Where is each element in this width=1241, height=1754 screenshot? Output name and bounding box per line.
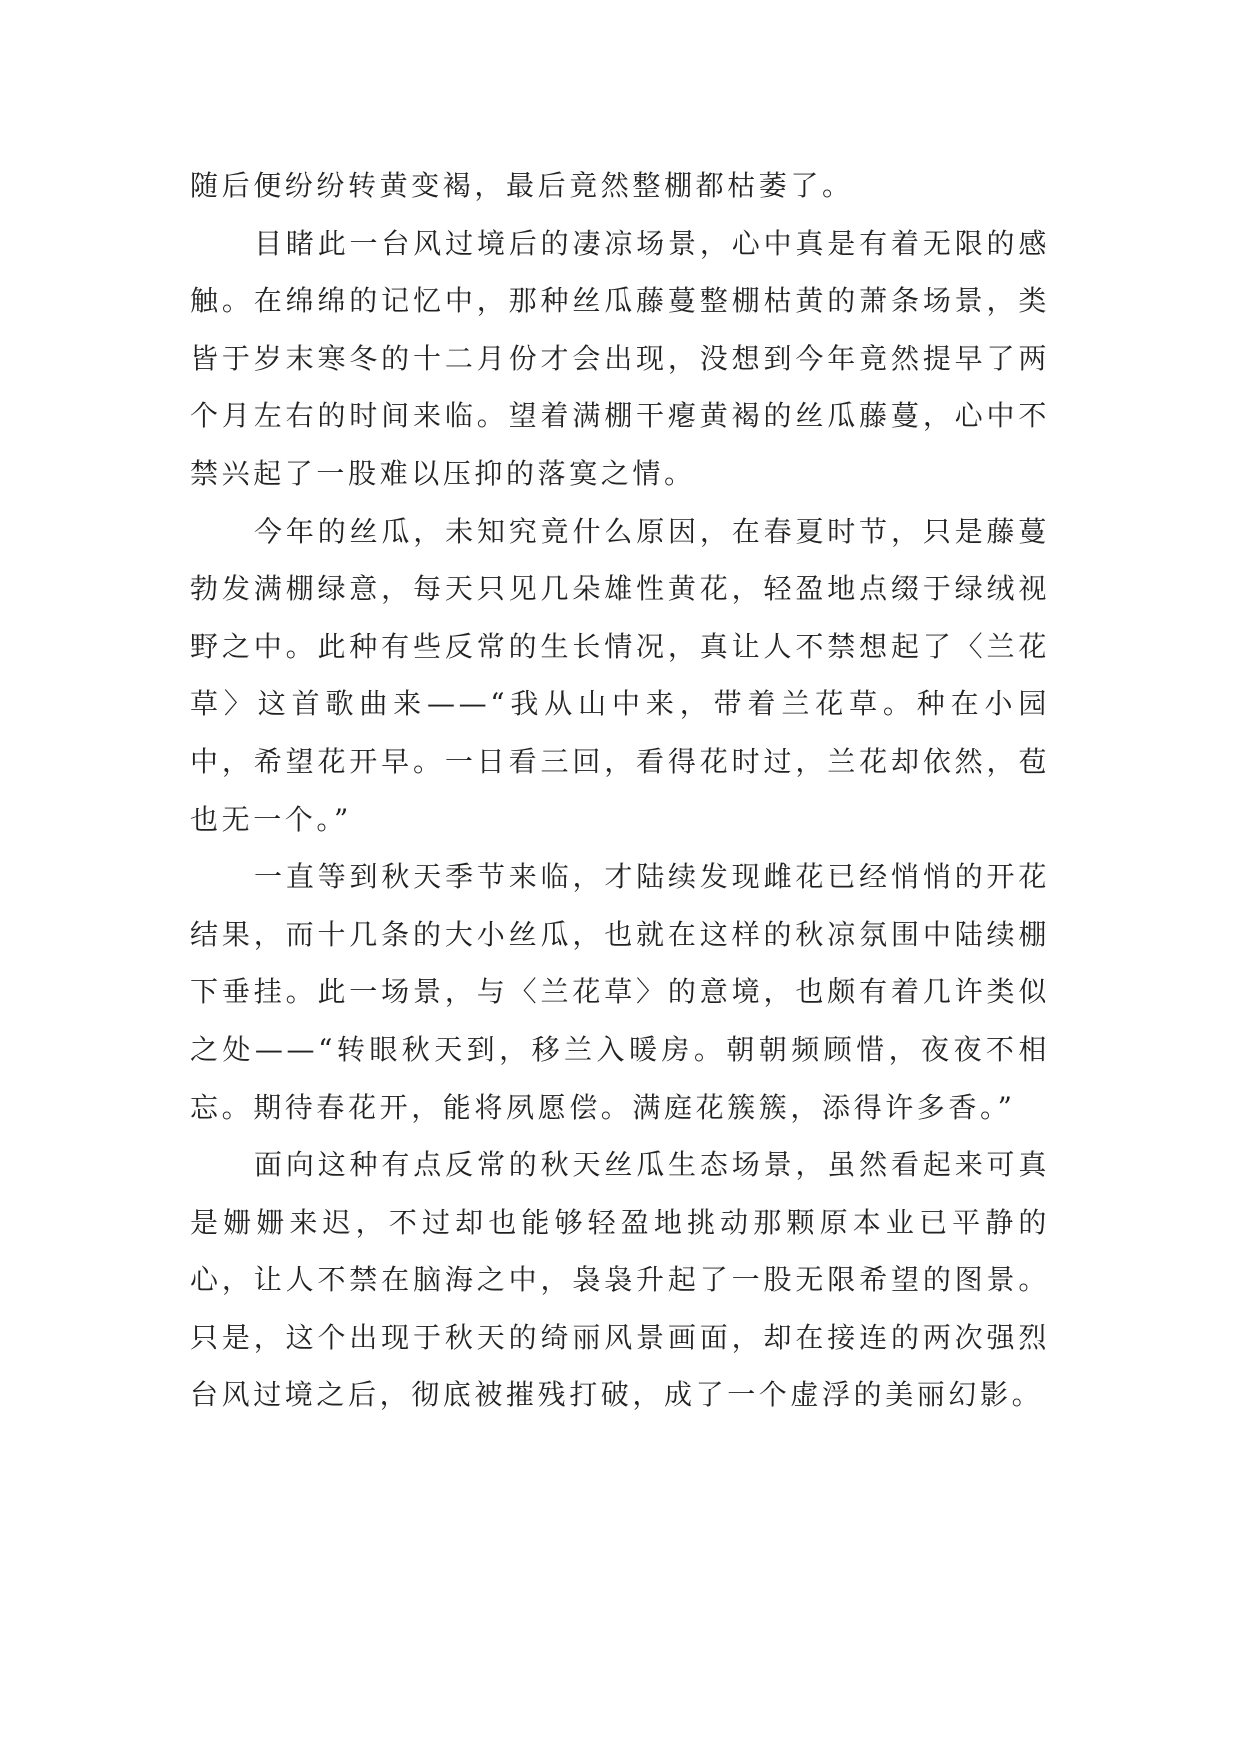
paragraph-typhoon-aftermath: 目睹此一台风过境后的凄凉场景，心中真是有着无限的感触。在绵绵的记忆中，那种丝瓜藤蔓整棚枯黄的萧条场景，类皆于岁末寒冬的十二月份才会出现，没想到今年竟然提早了两个月左右的时间来临。望着满棚干瘪黄褐的丝瓜藤蔓，心中不禁兴起了一股难以压抑的落寞之情。 xyxy=(190,226,1050,490)
paragraph-continuation: 随后便纷纷转黄变褐，最后竟然整棚都枯萎了。 xyxy=(190,169,854,202)
document-body xyxy=(190,157,1050,1424)
paragraph-reflection: 面向这种有点反常的秋天丝瓜生态场景，虽然看起来可真是姗姗来迟，不过却也能够轻盈地挑动那颗原本业已平静的心，让人不禁在脑海之中，袅袅升起了一股无限希望的图景。只是，这个出现于秋天的绮丽风景画面，却在接连的两次强烈台风过境之后，彻底被摧残打破，成了一个虚浮的美丽幻影。 xyxy=(190,1148,1050,1412)
paragraph-autumn-fruiting: 一直等到秋天季节来临，才陆续发现雌花已经悄悄的开花结果，而十几条的大小丝瓜，也就在这样的秋凉氛围中陆续棚下垂挂。此一场景，与〈兰花草〉的意境，也颇有着几许类似之处——“转眼秋天到，移兰入暖房。朝朝频顾惜，夜夜不相忘。期待春花开，能将夙愿偿。满庭花簇簇，添得许多香。” xyxy=(190,860,1050,1124)
paragraph-spring-summer: 今年的丝瓜，未知究竟什么原因，在春夏时节，只是藤蔓勃发满棚绿意，每天只见几朵雄性黄花，轻盈地点缀于绿绒视野之中。此种有些反常的生长情况，真让人不禁想起了〈兰花草〉这首歌曲来——“我从山中来，带着兰花草。种在小园中，希望花开早。一日看三回，看得花时过，兰花却依然，苞也无一个。” xyxy=(190,514,1050,836)
